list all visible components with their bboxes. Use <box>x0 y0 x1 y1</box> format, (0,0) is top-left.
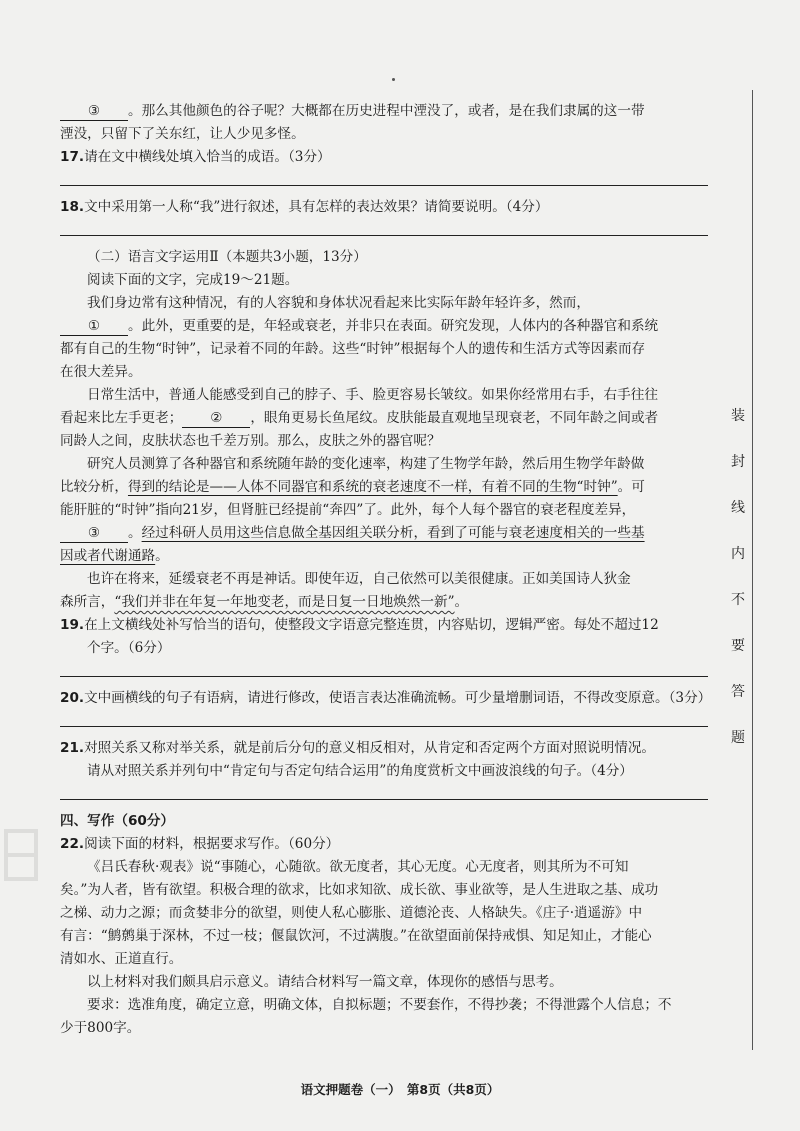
material-line-5: 清如水、正道直行。 <box>60 951 183 967</box>
page-content <box>60 100 712 1040</box>
passage-p1-line-2-text: 。此外，更重要的是，年轻或衰老，并非只在表面。研究发现，人体内的各种器官和系统 <box>128 318 659 334</box>
material-line-6: 以上材料对我们颇具启示意义。请结合材料写一篇文章，体现你的感悟与思考。 <box>87 974 563 990</box>
material-line-2: 矣。”为人者，皆有欲望。积极合理的欲求，比如求知欲、成长欲、事业欲等，是人生进取之基、成功 <box>60 882 659 898</box>
question-17-text: 请在文中横线处填入恰当的成语。（3分） <box>84 149 331 165</box>
requirement-line-1: 要求：选准角度，确定立意，明确文体，自拟标题；不要套作，不得抄袭；不得泄露个人信息；不 <box>87 997 672 1013</box>
intro-line-1 <box>60 100 708 123</box>
passage-p2-line-2 <box>60 407 708 430</box>
question-20-text: 文中画横线的句子有语病，请进行修改，使语言表达准确流畅。可少量增删词语，不得改变原意。（3分） <box>84 690 712 706</box>
passage-p1-line-3: 都有自己的生物“时钟”，记录着不同的年龄。这些“时钟”根据每个人的遗传和生活方式等因素而存 <box>60 341 646 357</box>
question-18-text: 文中采用第一人称“我”进行叙述，具有怎样的表达效果？请简要说明。（4分） <box>84 199 549 215</box>
scan-speck <box>392 78 395 81</box>
question-21 <box>60 737 708 760</box>
passage-p3-line-5-end: 。 <box>155 548 169 564</box>
passage-p1-line-2 <box>60 315 708 338</box>
section-2-title: （二）语言文字运用Ⅱ（本题共3小题，13分） <box>87 249 367 265</box>
passage-p1-line-1: 我们身边常有这种情况，有的人容貌和身体状况看起来比实际年龄年轻许多，然而， <box>87 295 590 311</box>
binding-line <box>752 90 753 1050</box>
question-19-number: 19. <box>60 617 85 633</box>
section-2-instruction: 阅读下面的文字，完成19～21题。 <box>87 272 299 288</box>
passage-p3-line-2 <box>60 476 708 499</box>
margin-char: 封 <box>731 454 745 470</box>
question-19-text-a: 在上文横线处补写恰当的语句，使整段文字语意完整连贯，内容贴切，逻辑严密。每处不超过12 <box>84 617 659 633</box>
passage-p3-line-3a: 能肝脏的“时钟”指向21岁，但肾脏已经提前“奔四”了。 <box>60 502 391 518</box>
question-18 <box>60 196 708 219</box>
blank-1-mark: ① <box>87 318 101 334</box>
underlined-sentence-2a: 经过科研人员用这些信息做全基因组关联分析，看到了可能与衰老速度相关的一些基 <box>141 525 645 541</box>
question-21-number: 21. <box>60 740 85 756</box>
question-18-number: 18. <box>60 199 85 215</box>
passage-p2-line-2a: 看起来比左手更老； <box>60 410 183 426</box>
passage-p3-line-4 <box>60 522 708 545</box>
material-line-1: 《吕氏春秋·观表》说“事随心，心随欲。欲无度者，其心无度。心无度者，则其所为不可知 <box>87 859 629 875</box>
passage-p2-line-2b: ，眼角更易长鱼尾纹。皮肤能最直观地呈现衰老，不同年龄之间或者 <box>250 410 659 426</box>
margin-char: 要 <box>731 638 745 654</box>
question-19 <box>60 614 708 637</box>
blank-3-intro[interactable] <box>60 102 128 121</box>
passage-p4-line-1: 也许在将来，延缓衰老不再是神话。即使年迈，自己依然可以美很健康。正如美国诗人狄金 <box>87 571 631 587</box>
margin-char: 不 <box>731 592 745 608</box>
margin-char: 装 <box>731 408 745 424</box>
underlined-sentence-2b: 因或者代谢通路 <box>60 548 156 564</box>
question-22 <box>60 833 708 856</box>
passage-p4-line-2c: 。 <box>454 594 469 610</box>
question-20 <box>60 687 712 710</box>
page-footer: 语文押题卷（一） 第8页（共8页） <box>300 1082 500 1097</box>
question-21-text-a: 对照关系又称对举关系，就是前后分句的意义相反相对，从肯定和否定两个方面对照说明情况。 <box>84 740 656 756</box>
binding-margin-label <box>727 405 749 773</box>
margin-char: 题 <box>731 730 745 746</box>
question-21-text-b: 请从对照关系并列句中“肯定句与否定句结合运用”的角度赏析文中画波浪线的句子。（4分） <box>87 763 633 779</box>
answer-line-18[interactable] <box>60 219 708 236</box>
margin-char: 答 <box>731 684 745 700</box>
blank-3-mark: ③ <box>87 525 101 541</box>
answer-line-20[interactable] <box>60 710 708 727</box>
question-19-text-b: 个字。（6分） <box>87 640 171 656</box>
answer-line-17[interactable] <box>60 169 708 186</box>
question-20-number: 20. <box>60 690 85 706</box>
passage-p4-line-2a: 森所言， <box>60 594 115 610</box>
passage-p3-line-1: 研究人员测算了各种器官和系统随年龄的变化速率，构建了生物学年龄，然后用生物学年龄做 <box>87 456 645 472</box>
passage-p2-line-1: 日常生活中，普通人能感受到自己的脖子、手、脸更容易长皱纹。如果你经常用右手，右手往往 <box>87 387 658 403</box>
question-17-number: 17. <box>60 149 85 165</box>
intro-text-a: 。那么其他颜色的谷子呢？大概都在历史进程中湮没了，或者，是在我们隶属的这一带 <box>128 103 645 119</box>
passage-p3-line-3b: 此外，每个人每个器官的衰老程度差异， <box>390 502 636 518</box>
passage-p2-line-3: 同龄人之间，皮肤状态也千差万别。那么，皮肤之外的器官呢？ <box>60 433 441 449</box>
answer-line-19[interactable] <box>60 660 708 677</box>
passage-p3-line-5 <box>60 545 708 568</box>
answer-line-21[interactable] <box>60 783 708 800</box>
requirement-line-2: 少于800字。 <box>60 1020 141 1036</box>
underlined-sentence-1: 得到的结论是——人体不同器官和系统的衰老速度不一样，有着不同的生物“时钟” <box>127 479 618 495</box>
margin-char: 线 <box>731 500 745 516</box>
blank-1[interactable] <box>60 317 128 336</box>
question-17 <box>60 146 708 169</box>
blank-2[interactable] <box>182 409 250 428</box>
material-line-3: 之梯、动力之源；而贪婪非分的欲望，则使人私心膨胀、道德沦丧、人格缺失。《庄子·逍遥游》中 <box>60 905 643 921</box>
intro-line-2: 湮没，只留下了关东红，让人少见多怪。 <box>60 126 305 142</box>
passage-p1-line-4: 在很大差异。 <box>60 364 142 380</box>
question-22-number: 22. <box>60 836 85 852</box>
wavy-underlined-quote: “我们并非在年复一年地变老，而是日复一日地焕然一新” <box>114 594 455 610</box>
passage-p3-line-2c: 。可 <box>617 479 645 495</box>
blank-3[interactable] <box>60 524 128 543</box>
passage-p4-line-2 <box>60 591 708 614</box>
blank-2-mark: ② <box>210 410 223 426</box>
passage-p3-line-3 <box>60 499 708 522</box>
passage-p3-line-4a: 。 <box>128 525 142 541</box>
section-4-title: 四、写作（60分） <box>60 813 175 829</box>
faint-watermark <box>2 825 42 885</box>
question-22-text: 阅读下面的材料，根据要求写作。（60分） <box>84 836 340 852</box>
material-line-4: 有言：“鹪鹩巢于深林，不过一枝；偃鼠饮河，不过满腹。”在欲望面前保持戒惧、知足知止，才能心 <box>60 928 652 944</box>
passage-p3-line-2a: 比较分析， <box>60 479 128 495</box>
blank-3-intro-mark: ③ <box>87 103 101 119</box>
margin-char: 内 <box>731 546 745 562</box>
